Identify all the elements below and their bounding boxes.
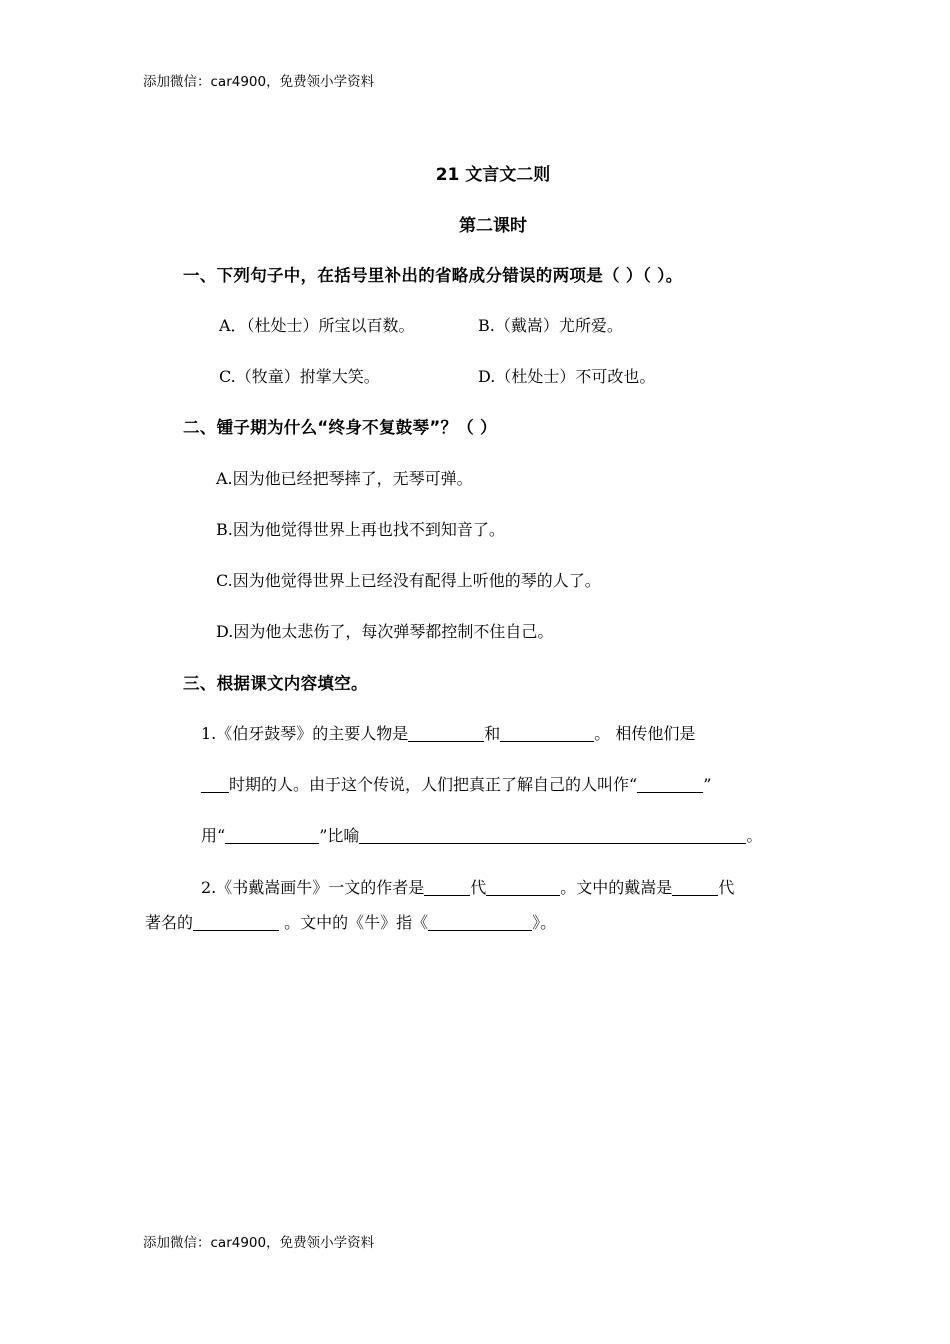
blank-main-character-2[interactable] (500, 725, 594, 742)
question-1-option-d: D.（杜处士）不可改也。 (478, 367, 656, 386)
question-1-option-a: A．（杜处士）所宝以百数。 (219, 316, 415, 335)
fill-item-1-line-1: 1.《伯牙鼓琴》的主要人物是 和 。 相传他们是 (201, 724, 696, 743)
blank-phrase[interactable] (225, 827, 319, 844)
blank-daisong-profession[interactable] (193, 914, 279, 931)
question-1-stem: 一、下列句子中，在括号里补出的省略成分错误的两项是（ ）（ ）。 (183, 266, 683, 285)
question-1-option-c: C.（牧童）拊掌大笑。 (219, 367, 380, 386)
header-watermark: 添加微信：car4900，免费领小学资料 (143, 74, 375, 90)
footer-watermark: 添加微信：car4900，免费领小学资料 (143, 1235, 375, 1251)
question-2-option-a: A.因为他已经把琴摔了，无琴可弹。 (216, 469, 473, 488)
fill-item-2-line-2: 著名的 。文中的《牛》指《 》。 (145, 913, 557, 932)
blank-era[interactable] (201, 776, 229, 793)
blank-author-dynasty[interactable] (424, 879, 470, 896)
blank-daisong-dynasty[interactable] (672, 879, 718, 896)
question-2-option-b: B.因为他觉得世界上再也找不到知音了。 (216, 520, 505, 539)
blank-painting-title[interactable] (428, 914, 532, 931)
question-1-option-b: B.（戴嵩）尤所爱。 (478, 316, 623, 335)
blank-metaphor-meaning[interactable] (359, 827, 746, 844)
page-title: 21 文言文二则 (435, 165, 551, 185)
blank-author-name[interactable] (486, 879, 560, 896)
question-3-stem: 三、根据课文内容填空。 (183, 674, 368, 693)
question-2-stem: 二、锺子期为什么“终身不复鼓琴”？（ ） (183, 418, 497, 437)
question-2-option-c: C.因为他觉得世界上已经没有配得上听他的琴的人了。 (216, 571, 601, 590)
fill-item-2-line-1: 2.《书戴嵩画牛》一文的作者是 代 。文中的戴嵩是 代 (201, 878, 735, 897)
page-subtitle: 第二课时 (459, 216, 527, 236)
blank-main-character-1[interactable] (408, 725, 484, 742)
fill-item-1-line-2: 时期的人。由于这个传说，人们把真正了解自己的人叫作“ ” (201, 772, 711, 795)
blank-term[interactable] (637, 776, 703, 793)
question-2-option-d: D.因为他太悲伤了，每次弹琴都控制不住自己。 (216, 622, 554, 641)
fill-item-1-line-3: 用“ ”比喻 。 (201, 826, 763, 845)
